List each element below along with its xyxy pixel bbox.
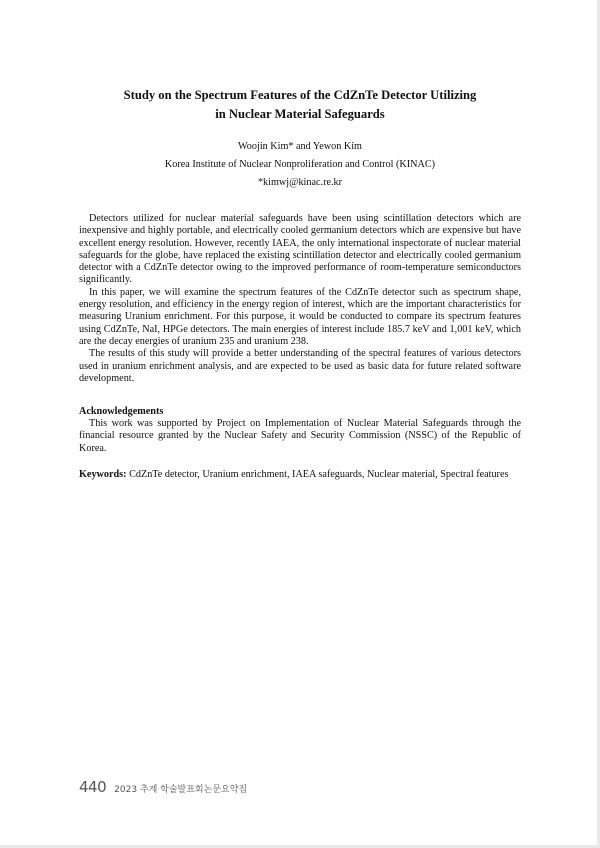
authors: Woojin Kim* and Yewon Kim xyxy=(238,141,362,152)
affiliation: Korea Institute of Nuclear Nonproliferation and Control (KINAC) xyxy=(164,159,436,170)
journal-name: 2023 추계 학술발표회논문요약집 xyxy=(114,785,248,795)
abstract-paragraph-3: The results of this study will provide a better understanding of the spectral features of various detectors used in uranium enrichment analysis, and are expected to be used as basic data for future related software development. xyxy=(79,348,521,384)
keywords-label: Keywords: xyxy=(79,469,127,480)
title-line-1: Study on the Spectrum Features of the CdZnTe Detector Utilizing xyxy=(123,88,477,102)
acknowledgements-text: This work was supported by Project on Implementation of Nuclear Material Safeguards through the financial resource granted by the Nuclear Safety and Security Commission (NSSC) of the Republic of Korea. xyxy=(79,418,521,454)
page-footer xyxy=(79,778,247,796)
acknowledgements-heading: Acknowledgements xyxy=(79,406,164,417)
page-number: 440 xyxy=(79,778,107,796)
abstract xyxy=(79,213,521,385)
paper-title xyxy=(60,86,540,124)
acknowledgements xyxy=(79,418,521,455)
abstract-paragraph-1: Detectors utilized for nuclear material safeguards have been using scintillation detectors which are inexpensive and highly portable, and electrically cooled germanium detectors which are expensive but have excellent energy resolution. However, recently IAEA, the only international inspectorate of nuclear material safeguards for the globe, have replaced the existing scintillation detector and electrically cooled germanium detector with a CdZnTe detector owing to the improved performance of room-temperature semiconductors significantly. xyxy=(79,213,521,286)
abstract-paragraph-2: In this paper, we will examine the spectrum features of the CdZnTe detector such as spectrum shape, energy resolution, and efficiency in the energy region of interest, which are the important characteristics for measuring Uranium enrichment. For this purpose, it would be conducted to compare its spectrum features using CdZnTe, NaI, HPGe detectors. The main energies of interest include 185.7 keV and 1,001 keV, which are the decay energies of uranium 235 and uranium 238. xyxy=(79,286,521,347)
keywords xyxy=(79,469,521,481)
keywords-text: CdZnTe detector, Uranium enrichment, IAEA safeguards, Nuclear material, Spectral features xyxy=(126,469,509,480)
email: *kimwj@kinac.re.kr xyxy=(257,177,343,188)
title-line-2: in Nuclear Material Safeguards xyxy=(215,107,385,121)
